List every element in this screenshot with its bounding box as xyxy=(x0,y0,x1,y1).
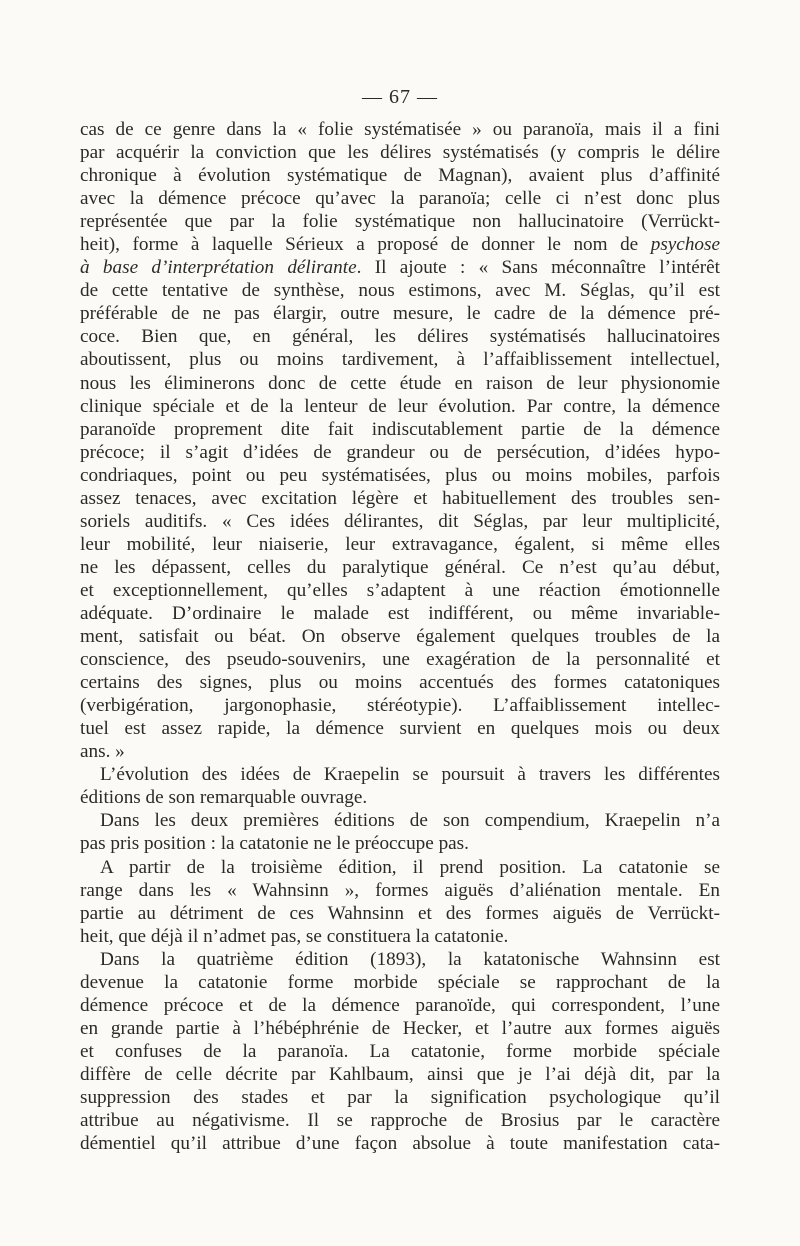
text-line: en grande partie à l’hébéphrénie de Hecker, et l’autre aux formes aiguës xyxy=(80,1017,720,1039)
text-line: L’évolution des idées de Kraepelin se poursuit à travers les différentes xyxy=(100,764,720,786)
text-line: adéquate. D’ordinaire le malade est indifférent, ou même invariable- xyxy=(80,602,720,624)
text-line: coce. Bien que, en général, les délires systématisés hallucinatoires xyxy=(80,326,720,348)
text-line: soriels auditifs. « Ces idées délirantes, dit Séglas, par leur multiplicité, xyxy=(80,510,720,532)
text-line: et exceptionnellement, qu’elles s’adaptent à une réaction émotionnelle xyxy=(80,579,720,601)
text-line: (verbigération, jargonophasie, stéréotypie). L’affaiblissement intellec- xyxy=(80,695,720,717)
text-line: devenue la catatonie forme morbide spéciale se rapprochant de la xyxy=(80,971,720,993)
text-line: chronique à évolution systématique de Magnan), avaient plus d’affinité xyxy=(80,165,720,187)
text-line: Dans la quatrième édition (1893), la katatonische Wahnsinn est xyxy=(100,948,720,970)
text-line: ne les dépassent, celles du paralytique général. Ce n’est qu’au début, xyxy=(80,556,720,578)
text-line: tuel est assez rapide, la démence survient en quelques mois ou deux xyxy=(80,718,720,740)
text-line: paranoïde proprement dite fait indiscutablement partie de la démence xyxy=(80,418,720,440)
text-line: cas de ce genre dans la « folie systématisée » ou paranoïa, mais il a fini xyxy=(80,119,720,140)
text-line: clinique spéciale et de la lenteur de leur évolution. Par contre, la démence xyxy=(80,395,720,417)
text-line: heit), forme à laquelle Sérieux a proposé de donner le nom de psychose xyxy=(80,234,720,256)
text-line: partie au détriment de ces Wahnsinn et des formes aiguës de Verrückt- xyxy=(80,902,720,924)
text-line: avec la démence précoce qu’avec la paranoïa; celle ci n’est donc plus xyxy=(80,188,720,210)
text-line: condriaques, point ou peu systématisées, plus ou moins mobiles, parfois xyxy=(80,464,720,486)
text-line: certains des signes, plus ou moins accentués des formes catatoniques xyxy=(80,672,720,694)
text-line: suppression des stades et par la signification psychologique qu’il xyxy=(80,1086,720,1108)
text-line: démentiel qu’il attribue d’une façon absolue à toute manifestation cata- xyxy=(80,1133,720,1155)
text-line: heit, que déjà il n’admet pas, se constituera la catatonie. xyxy=(80,925,509,947)
text-line: aboutissent, plus ou moins tardivement, à l’affaiblissement intellectuel, xyxy=(80,349,720,371)
text-line: démence précoce et de la démence paranoïde, qui correspondent, l’une xyxy=(80,994,720,1016)
body-text xyxy=(80,118,720,1155)
text-line: précoce; il s’agit d’idées de grandeur ou de persécution, d’idées hypo- xyxy=(80,441,720,463)
text-line: A partir de la troisième édition, il prend position. La catatonie se xyxy=(100,856,720,878)
text-line: leur mobilité, leur niaiserie, leur extravagance, égalent, si même elles xyxy=(80,533,720,555)
text-line: de cette tentative de synthèse, nous estimons, avec M. Séglas, qu’il est xyxy=(80,280,720,302)
italic-term: à base d’interprétation délirante xyxy=(80,257,357,279)
text-line: ans. » xyxy=(80,741,125,763)
text-line: et confuses de la paranoïa. La catatonie, forme morbide spéciale xyxy=(80,1040,720,1062)
text-line: à base d’interprétation délirante. Il ajoute : « Sans méconnaître l’intérêt xyxy=(80,257,720,279)
text-line: attribue au négativisme. Il se rapproche de Brosius par le caractère xyxy=(80,1110,720,1132)
text-line: conscience, des pseudo-souvenirs, une exagération de la personnalité et xyxy=(80,649,720,671)
page-number: — 67 — xyxy=(362,86,438,108)
text-line: ment, satisfait ou béat. On observe également quelques troubles de la xyxy=(80,626,720,648)
text-line: range dans les « Wahnsinn », formes aiguës d’aliénation mentale. En xyxy=(80,879,720,901)
text-line: Dans les deux premières éditions de son compendium, Kraepelin n’a xyxy=(100,810,720,832)
text-line: représentée que par la folie systématique non hallucinatoire (Verrückt- xyxy=(80,211,720,233)
italic-term: psychose xyxy=(650,234,720,256)
text-line: par acquérir la conviction que les délires systématisés (y compris le délire xyxy=(80,142,720,164)
text-line: pas pris position : la catatonie ne le préoccupe pas. xyxy=(80,833,469,855)
text-line: assez tenaces, avec excitation légère et habituellement des troubles sen- xyxy=(80,487,720,509)
text-line: éditions de son remarquable ouvrage. xyxy=(80,787,368,809)
text-line: nous les éliminerons donc de cette étude en raison de leur physionomie xyxy=(80,372,720,394)
text-line: diffère de celle décrite par Kahlbaum, ainsi que je l’ai déjà dit, par la xyxy=(80,1063,720,1085)
text-line: préférable de ne pas élargir, outre mesure, le cadre de la démence pré- xyxy=(80,303,720,325)
